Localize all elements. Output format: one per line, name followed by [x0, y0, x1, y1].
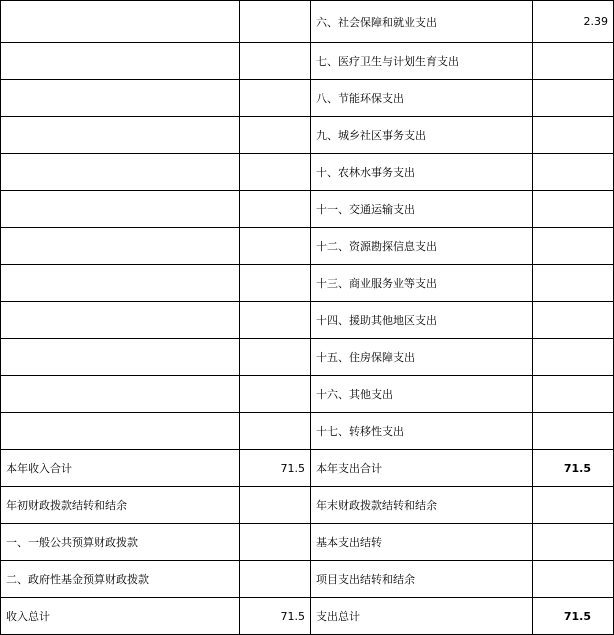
expense-item-cell: 支出总计	[311, 598, 533, 635]
income-item-cell	[1, 376, 240, 413]
expense-item-cell: 十六、其他支出	[311, 376, 533, 413]
expense-item-cell: 八、节能环保支出	[311, 80, 533, 117]
income-item-cell	[1, 117, 240, 154]
income-amount-cell	[240, 339, 311, 376]
income-item-cell	[1, 339, 240, 376]
income-amount-cell: 71.5	[240, 598, 311, 635]
expense-amount-cell	[533, 413, 614, 450]
expense-item-cell: 本年支出合计	[311, 450, 533, 487]
expense-item-cell: 六、社会保障和就业支出	[311, 1, 533, 43]
expense-amount-cell	[533, 265, 614, 302]
income-item-cell: 二、政府性基金预算财政拨款	[1, 561, 240, 598]
expense-amount-cell	[533, 154, 614, 191]
expense-item-cell: 十三、商业服务业等支出	[311, 265, 533, 302]
table-row	[1, 598, 614, 635]
table-row	[1, 413, 614, 450]
expense-item-cell: 十二、资源勘探信息支出	[311, 228, 533, 265]
expense-item-cell: 项目支出结转和结余	[311, 561, 533, 598]
income-item-cell	[1, 302, 240, 339]
income-item-cell	[1, 228, 240, 265]
income-item-cell	[1, 413, 240, 450]
income-amount-cell	[240, 302, 311, 339]
income-item-cell: 本年收入合计	[1, 450, 240, 487]
expense-amount-cell	[533, 524, 614, 561]
expense-item-cell: 十、农林水事务支出	[311, 154, 533, 191]
expense-amount-cell: 2.39	[533, 1, 614, 43]
table-row	[1, 302, 614, 339]
income-amount-cell: 71.5	[240, 450, 311, 487]
income-amount-cell	[240, 80, 311, 117]
table-row	[1, 191, 614, 228]
income-amount-cell	[240, 191, 311, 228]
income-amount-cell	[240, 487, 311, 524]
income-item-cell	[1, 1, 240, 43]
expense-item-cell: 基本支出结转	[311, 524, 533, 561]
income-amount-cell	[240, 117, 311, 154]
income-amount-cell	[240, 561, 311, 598]
expense-amount-cell	[533, 80, 614, 117]
income-amount-cell	[240, 43, 311, 80]
expense-item-cell: 年末财政拨款结转和结余	[311, 487, 533, 524]
table-row	[1, 1, 614, 43]
income-item-cell	[1, 43, 240, 80]
table-row	[1, 524, 614, 561]
table-row	[1, 376, 614, 413]
expense-amount-cell	[533, 339, 614, 376]
table-row	[1, 561, 614, 598]
income-item-cell	[1, 154, 240, 191]
expense-item-cell: 七、医疗卫生与计划生育支出	[311, 43, 533, 80]
table-row	[1, 80, 614, 117]
income-amount-cell	[240, 265, 311, 302]
table-row	[1, 117, 614, 154]
expense-amount-cell	[533, 228, 614, 265]
expense-amount-cell	[533, 376, 614, 413]
income-item-cell	[1, 191, 240, 228]
expense-amount-cell: 71.5	[533, 598, 614, 635]
income-amount-cell	[240, 228, 311, 265]
income-item-cell: 年初财政拨款结转和结余	[1, 487, 240, 524]
table-row	[1, 228, 614, 265]
income-amount-cell	[240, 1, 311, 43]
income-item-cell	[1, 80, 240, 117]
income-amount-cell	[240, 376, 311, 413]
income-item-cell: 一、一般公共预算财政拨款	[1, 524, 240, 561]
income-amount-cell	[240, 154, 311, 191]
expense-item-cell: 九、城乡社区事务支出	[311, 117, 533, 154]
expense-amount-cell	[533, 191, 614, 228]
income-item-cell	[1, 265, 240, 302]
expense-item-cell: 十五、住房保障支出	[311, 339, 533, 376]
expense-item-cell: 十一、交通运输支出	[311, 191, 533, 228]
table-row	[1, 154, 614, 191]
expense-amount-cell	[533, 43, 614, 80]
expense-item-cell: 十七、转移性支出	[311, 413, 533, 450]
table-row	[1, 43, 614, 80]
income-item-cell: 收入总计	[1, 598, 240, 635]
expense-amount-cell	[533, 561, 614, 598]
table-row	[1, 487, 614, 524]
expense-amount-cell	[533, 487, 614, 524]
expense-amount-cell	[533, 302, 614, 339]
expense-amount-cell	[533, 117, 614, 154]
table-row	[1, 265, 614, 302]
table-row	[1, 450, 614, 487]
expense-item-cell: 十四、援助其他地区支出	[311, 302, 533, 339]
table-row	[1, 339, 614, 376]
income-amount-cell	[240, 524, 311, 561]
expense-amount-cell: 71.5	[533, 450, 614, 487]
income-amount-cell	[240, 413, 311, 450]
